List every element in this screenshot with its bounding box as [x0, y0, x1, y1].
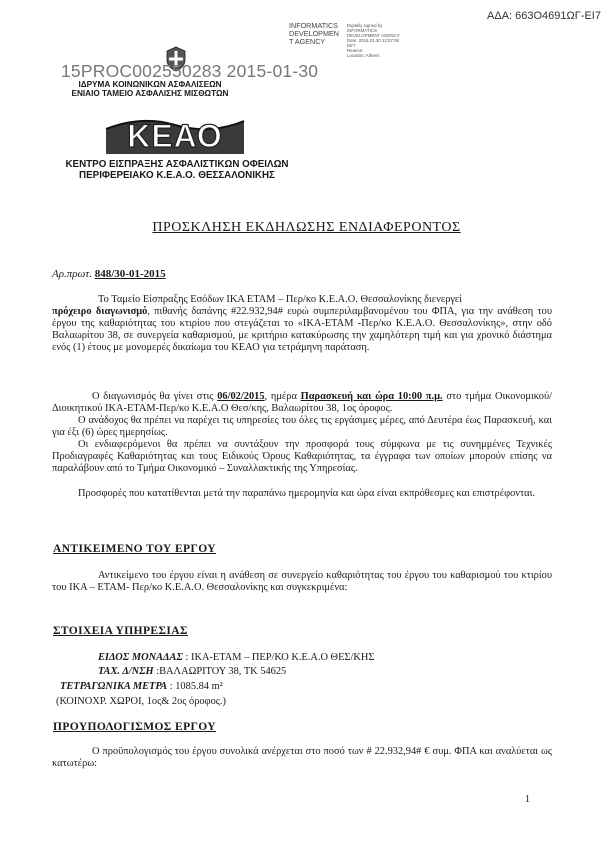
protocol-stamp: 15PROC002550283 2015-01-30 — [61, 61, 319, 81]
protocol-label: Αρ.πρωτ. — [52, 268, 92, 280]
agency-line: T AGENCY — [289, 37, 326, 46]
keao-logo — [102, 117, 248, 155]
protocol-number — [52, 268, 166, 280]
text: , ημέρα — [264, 391, 297, 402]
text: στο τμήμα Οικονομικού/Διοικητικού ΙΚΑ-ΕΤΑΜ-Περ/κο Κ.Ε.Α.Ο Θεσ/κης, Βαλαωρίτου 38, 1ος όροφος. — [52, 391, 552, 414]
document-title-text: ΠΡΟΣΚΛΗΣΗ ΕΚΔΗΛΩΣΗΣ ΕΝΔΙΑΦΕΡΟΝΤΟΣ — [152, 220, 461, 235]
address-value: :ΒΑΛΑΩΡΙΤΟΥ 38, ΤΚ 54625 — [156, 666, 287, 677]
address-label: ΤΑΧ. Δ/ΝΣΗ — [98, 666, 154, 677]
protocol-value: 848/30-01-2015 — [94, 268, 166, 280]
bold-text: πρόχειρο διαγωνισμό — [52, 306, 148, 317]
object-paragraph: Αντικείμενο του έργου είναι η ανάθεση σε συνεργείο καθαριότητας του έργου του καθαρισμού του κτιρίου του ΙΚΑ – ΕΤΑΜ- Περ/κο Κ.Ε.Α.Ο. Θεσσαλονίκης και συγκεκριμένα: — [52, 570, 552, 593]
area-label: ΤΕΤΡΑΓΩΝΙΚΑ ΜΕΤΡΑ — [60, 681, 168, 692]
signature-line: Reason: — [347, 48, 364, 53]
floors-note: (ΚΟΙΝΟΧΡ. ΧΩΡΟΙ, 1ος& 2ος όροφος.) — [56, 696, 226, 707]
area-row — [60, 681, 223, 693]
service-heading: ΣΤΟΙΧΕΙΑ ΥΠΗΡΕΣΙΑΣ — [53, 625, 188, 637]
agency-line: DEVELOPMEN — [289, 29, 339, 38]
day-time-text: Παρασκευή και ώρα 10:00 π.μ. — [300, 391, 443, 402]
informatics-agency-label — [289, 22, 345, 46]
budget-paragraph: Ο προϋπολογισμός του έργου συνολικά ανέρχεται στο ποσό των # 22.932,94# € συμ. ΦΠΑ και αναλύεται ως κατωτέρω: — [52, 746, 552, 769]
page-number: 1 — [525, 794, 530, 805]
document-title — [0, 220, 613, 236]
budget-heading: ΠΡΟΥΠΟΛΟΓΙΣΜΟΣ ΕΡΓΟΥ — [53, 721, 216, 733]
object-heading: ΑΝΤΙΚΕΙΜΕΝΟ ΤΟΥ ΕΡΓΟΥ — [53, 543, 216, 555]
center-name-line: ΠΕΡΙΦΕΡΕΙΑΚΟ Κ.Ε.Α.Ο. ΘΕΣΣΑΛΟΝΙΚΗΣ — [79, 170, 275, 181]
address-row — [98, 666, 286, 678]
signature-line: EET — [347, 43, 356, 48]
signature-line: DEVELOPMENT AGENCY — [347, 33, 400, 38]
paragraph-late-offers: Προσφορές που κατατίθενται μετά την παραπάνω ημερομηνία και ώρα είναι εκπρόθεσμες και επιστρέφονται. — [78, 488, 536, 499]
org-name-line: ΙΔΡΥΜΑ ΚΟΙΝΩΝΙΚΩΝ ΑΣΦΑΛΙΣΕΩΝ — [78, 80, 222, 89]
logo-text: ΚΕΑΟ — [127, 118, 223, 154]
unit-type-label: ΕΙΔΟΣ ΜΟΝΑΔΑΣ — [98, 652, 183, 663]
unit-type-value: : ΙΚΑ-ΕΤΑΜ – ΠΕΡ/ΚΟ Κ.Ε.Α.Ο ΘΕΣ/ΚΗΣ — [185, 652, 375, 663]
paragraph-contractor-hours: Ο ανάδοχος θα πρέπει να παρέχει τις υπηρεσίες του όλες τις εργάσιμες μέρες, από Δευτέρα έως Παρασκευή, και για έξι (6) ώρες ημερησίως. — [52, 415, 552, 438]
ada-code: ΑΔΑ: 663Ο4691ΩΓ-ΕΙ7 — [487, 10, 601, 22]
paragraph-competition-date — [52, 391, 552, 415]
signature-line: INFORMATICS — [347, 28, 377, 33]
signature-line: Digitally signed by — [347, 23, 383, 28]
signature-line: Location: Athens — [347, 53, 380, 58]
digital-signature-block — [347, 23, 403, 58]
area-value: : 1085.84 m² — [169, 681, 223, 692]
text: , πιθανής δαπάνης #22.932,94# ευρώ συμπεριλαμβανομένου του ΦΠΑ, για την ανάθεση του έργου της καθαριότητας του κτιρίου που στεγάζεται το «ΙΚΑ-ΕΤΑΜ -Περ/κο Κ.Ε.Α.Ο. Θεσσαλονίκης», στην οδό Βαλαωρίτου 38, σε συνεργεία καθαρισμού, με κριτήριο κατακύρωσης την χαμηλότερη τιμή και για χρονικό διάστημα ενός (1) έτους με μονομερές δικαίωμα του ΚΕΑΟ για τετράμηνη παράταση. — [52, 306, 553, 353]
center-name-line: ΚΕΝΤΡΟ ΕΙΣΠΡΑΞΗΣ ΑΣΦΑΛΙΣΤΙΚΩΝ ΟΦΕΙΛΩΝ — [65, 159, 289, 170]
text: Το Ταμείο Είσπραξης Εσόδων ΙΚΑ ΕΤΑΜ – Περ/κο Κ.Ε.Α.Ο. Θεσσαλονίκης διενεργεί — [98, 294, 462, 305]
text: Ο διαγωνισμός θα γίνει στις — [92, 391, 214, 402]
org-name-line: ΕΝΙΑΙΟ ΤΑΜΕΙΟ ΑΣΦΑΛΙΣΗΣ ΜΙΣΘΩΤΩΝ — [71, 89, 229, 98]
paragraph-offer-instructions: Οι ενδιαφερόμενοι θα πρέπει να συντάξουν την προσφορά τους σύμφωνα με τις συνημμένες Τεχνικές Προδιαγραφές Καθαριότητας και τους Ειδικούς Όρους Καθαριότητας, τα έγγραφα των οποίων μπορούν επίσης να παραλάβουν από το Τμήμα Οικονομικό – Συναλλακτικής της Υπηρεσίας. — [52, 439, 552, 474]
date-text: 06/02/2015 — [217, 391, 265, 402]
agency-line: INFORMATICS — [289, 21, 338, 30]
signature-line: Date: 2015.01.30 12:07:06 — [347, 38, 399, 43]
unit-type-row — [98, 652, 374, 664]
paragraph-intro — [52, 294, 552, 354]
